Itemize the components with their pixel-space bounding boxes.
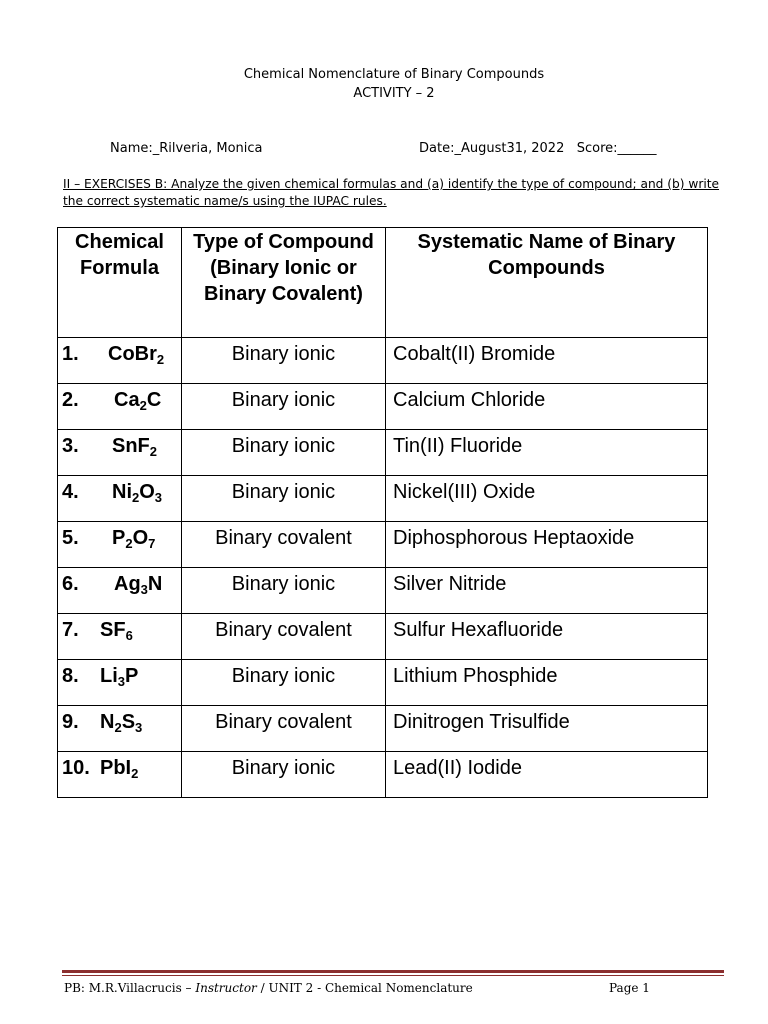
header-type-of-compound: Type of Compound (Binary Ionic or Binary Covalent) — [182, 228, 386, 338]
row-number: 2. — [62, 389, 79, 411]
cell-compound-type: Binary ionic — [182, 752, 386, 798]
cell-systematic-name: Sulfur Hexafluoride — [386, 614, 708, 660]
cell-systematic-name: Nickel(III) Oxide — [386, 476, 708, 522]
chemical-formula: $Li_3P$ — [100, 665, 139, 689]
row-number: 10. — [62, 757, 90, 779]
table-row — [58, 614, 708, 660]
cell-compound-type: Binary covalent — [182, 522, 386, 568]
table-row — [58, 568, 708, 614]
row-number: 7. — [62, 619, 79, 641]
table-header-row — [58, 228, 708, 338]
chemical-formula: SnF$_2$ — [112, 435, 158, 459]
cell-compound-type: Binary ionic — [182, 384, 386, 430]
table-row — [58, 706, 708, 752]
cell-systematic-name: Lead(II) Iodide — [386, 752, 708, 798]
cell-systematic-name: Dinitrogen Trisulfide — [386, 706, 708, 752]
cell-formula — [58, 660, 182, 706]
table-body — [58, 338, 708, 798]
chemical-formula: PbI$_2$ — [100, 757, 139, 781]
chemical-formula: $Ni_2O_3$ — [112, 481, 163, 505]
cell-systematic-name: Lithium Phosphide — [386, 660, 708, 706]
row-number: 9. — [62, 711, 79, 733]
footer-prefix: PB: M.R.Villacrucis – — [64, 981, 196, 995]
cell-systematic-name: Silver Nitride — [386, 568, 708, 614]
row-number: 4. — [62, 481, 79, 503]
cell-systematic-name: Tin(II) Fluoride — [386, 430, 708, 476]
cell-compound-type: Binary ionic — [182, 338, 386, 384]
cell-systematic-name: Cobalt(II) Bromide — [386, 338, 708, 384]
chemical-formula: $N_2S_3$ — [100, 711, 143, 735]
row-number: 8. — [62, 665, 79, 687]
document-title: Chemical Nomenclature of Binary Compounds — [243, 67, 545, 82]
footer-unit: / UNIT 2 - Chemical Nomenclature — [256, 981, 473, 995]
cell-compound-type: Binary ionic — [182, 430, 386, 476]
table-row — [58, 522, 708, 568]
row-number: 3. — [62, 435, 79, 457]
chemical-formula: $Ag_3N$ — [114, 573, 163, 597]
footer-credit — [64, 981, 473, 995]
cell-formula — [58, 522, 182, 568]
cell-compound-type: Binary ionic — [182, 568, 386, 614]
table-row — [58, 660, 708, 706]
cell-formula — [58, 338, 182, 384]
table-row — [58, 384, 708, 430]
chemical-formula: CoBr$_2$ — [108, 343, 165, 367]
header-chemical-formula: Chemical Formula — [58, 228, 182, 338]
cell-compound-type: Binary covalent — [182, 614, 386, 660]
exercise-instructions: II – EXERCISES B: Analyze the given chemical formulas and (a) identify the type of compound; and (b) write the correct systematic name/s using the IUPAC rules. — [63, 177, 720, 208]
chemical-formula: $SF_6$ — [100, 619, 133, 643]
chemical-formula: $P_2O_7$ — [112, 527, 156, 551]
cell-formula — [58, 384, 182, 430]
nomenclature-table — [57, 227, 708, 798]
cell-systematic-name: Calcium Chloride — [386, 384, 708, 430]
header-systematic-name: Systematic Name of Binary Compounds — [386, 228, 708, 338]
activity-label: ACTIVITY – 2 — [353, 86, 435, 101]
table-row — [58, 476, 708, 522]
row-number: 5. — [62, 527, 79, 549]
row-number: 6. — [62, 573, 79, 595]
table-row — [58, 338, 708, 384]
footer-divider — [62, 970, 724, 973]
row-number: 1. — [62, 343, 79, 365]
cell-compound-type: Binary ionic — [182, 476, 386, 522]
cell-formula — [58, 614, 182, 660]
table-row — [58, 752, 708, 798]
cell-formula — [58, 752, 182, 798]
student-name: Name:_Rilveria, Monica — [110, 141, 263, 156]
table-row — [58, 430, 708, 476]
cell-systematic-name: Diphosphorous Heptaoxide — [386, 522, 708, 568]
cell-compound-type: Binary ionic — [182, 660, 386, 706]
footer-role: Instructor — [195, 981, 257, 995]
chemical-formula: $Ca_2C$ — [114, 389, 162, 413]
cell-formula — [58, 706, 182, 752]
cell-formula — [58, 476, 182, 522]
footer-divider-thin — [62, 975, 724, 976]
page-number: Page 1 — [609, 981, 650, 995]
date-and-score: Date:_August31, 2022 Score:______ — [419, 141, 657, 156]
cell-compound-type: Binary covalent — [182, 706, 386, 752]
cell-formula — [58, 430, 182, 476]
cell-formula — [58, 568, 182, 614]
